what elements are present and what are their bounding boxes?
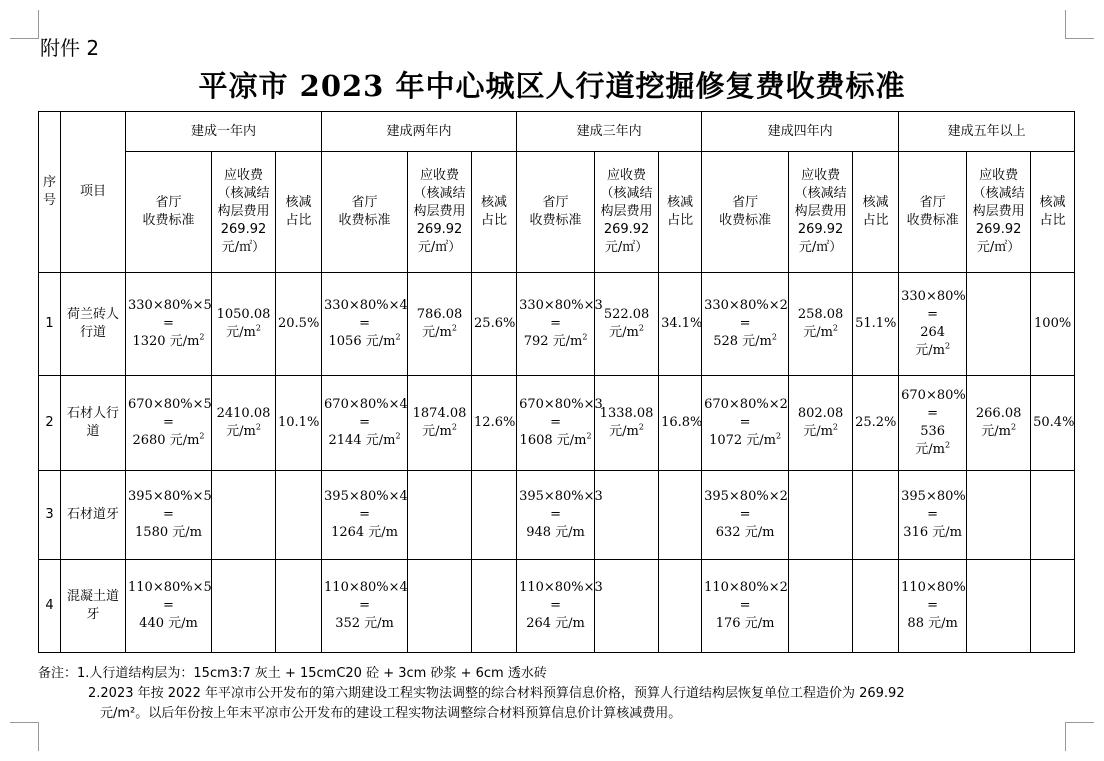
table-row	[39, 560, 1075, 653]
item-cell: 石材道牙	[61, 471, 126, 560]
cell-text-line	[519, 432, 592, 450]
cell-text-line: 核减	[285, 195, 312, 210]
cell-text-line: 110×80%×2	[704, 580, 788, 595]
std-fee-value: 792 元/m	[523, 334, 583, 349]
due-fee-cell	[789, 273, 853, 376]
cell-text-line: 670×80%×5	[128, 397, 212, 412]
cell-text-line: 269.92	[603, 222, 650, 237]
cell-text-line: 522.08	[603, 307, 650, 322]
cell-text-line	[214, 324, 273, 342]
period-header: 建成两年内	[322, 112, 517, 152]
cell-text-line: 110×80%×3	[519, 580, 603, 595]
cell-text-line: 395×80%×3	[519, 489, 603, 504]
item-cell: 荷兰砖人行道	[61, 273, 126, 376]
cell-text-line	[969, 423, 1028, 441]
crop-mark-bottom-right	[1065, 722, 1094, 751]
period-header: 建成五年以上	[899, 112, 1075, 152]
header-row-columns	[39, 152, 1075, 273]
cell-text-line: 258.08	[797, 307, 844, 322]
fee-table	[38, 111, 1075, 653]
std-fee-value: 264 元/m	[526, 616, 585, 631]
reduce-ratio-cell: 16.8%	[659, 376, 702, 471]
cell-text-line: =	[163, 316, 174, 331]
reduce-ratio-cell: 25.2%	[853, 376, 899, 471]
std-fee-value: 1264 元/m	[331, 525, 398, 540]
std-fee-cell	[126, 273, 212, 376]
reduce-ratio-cell: 50.4%	[1031, 376, 1075, 471]
reduce-ratio-cell: 20.5%	[276, 273, 322, 376]
std-fee-value: 88 元/m	[907, 616, 958, 631]
std-fee-value: 536 元/m	[915, 424, 946, 457]
cell-text-line: 构层费用	[217, 204, 270, 219]
cell-text-line	[704, 615, 786, 633]
reduce-ratio-cell: 51.1%	[853, 273, 899, 376]
std-fee-header	[899, 152, 967, 273]
cell-text-line: =	[927, 507, 939, 522]
std-fee-cell	[702, 273, 789, 376]
reduce-ratio-cell: 34.1%	[659, 273, 702, 376]
unit-superscript: 2	[395, 332, 401, 342]
std-fee-cell	[702, 376, 789, 471]
seq-cell: 3	[39, 471, 61, 560]
unit-superscript: 2	[395, 431, 401, 441]
std-fee-header	[517, 152, 595, 273]
cell-text-line: 1050.08	[216, 307, 271, 322]
cell-text-line: 核减	[862, 195, 889, 210]
std-fee-value: 352 元/m	[335, 616, 394, 631]
std-fee-cell	[517, 376, 603, 471]
std-fee-cell	[899, 560, 967, 653]
cell-text-line	[901, 615, 964, 633]
cell-text-line: 占比	[1039, 213, 1066, 228]
cell-text-line: =	[927, 406, 939, 421]
cell-text-line: 786.08	[416, 307, 463, 322]
due-fee-header	[967, 152, 1031, 273]
cell-text-line: 110×80%×5	[128, 580, 212, 595]
cell-text-line: 元/㎡）	[417, 240, 462, 255]
std-fee-value: 1056 元/m	[328, 334, 396, 349]
cell-text-line: =	[550, 316, 562, 331]
item-cell: 石材人行道	[61, 376, 126, 471]
cell-text-line: 应收费	[420, 168, 460, 183]
cell-text-line	[410, 324, 469, 342]
cell-text-line: =	[739, 507, 751, 522]
std-fee-header	[702, 152, 789, 273]
due-fee-cell	[789, 471, 853, 560]
cell-text-line	[128, 615, 209, 633]
cell-text-line: 1874.08	[412, 406, 467, 421]
cell-text-line: （核减结	[600, 186, 653, 201]
cell-text-line: =	[739, 415, 751, 430]
seq-cell: 1	[39, 273, 61, 376]
cell-text-line	[324, 432, 405, 450]
std-fee-value: 1608 元/m	[519, 433, 587, 448]
cell-text-line: 266.08	[975, 406, 1022, 421]
reduce-ratio-cell	[853, 560, 899, 653]
cell-text-line: 269.92	[416, 222, 463, 237]
due-fee-cell	[595, 273, 659, 376]
cell-text-line: 收费标准	[719, 213, 772, 228]
cell-text-line: 构层费用	[600, 204, 653, 219]
reduce-ratio-cell	[1031, 471, 1075, 560]
cell-text-line: 省厅	[155, 195, 182, 210]
cell-text-line: 330×80%×5	[128, 298, 212, 313]
std-fee-value: 528 元/m	[713, 334, 772, 349]
cell-text-line: =	[163, 507, 174, 522]
cell-text-line: （核减结	[972, 186, 1025, 201]
cell-text-line: 269.92	[975, 222, 1022, 237]
cell-text-line: 330×80%	[901, 289, 966, 304]
unit-superscript: 2	[832, 323, 838, 333]
reduce-ratio-cell: 100%	[1031, 273, 1075, 376]
cell-text-line: 330×80%×3	[519, 298, 603, 313]
cell-text-line: 省厅	[542, 195, 569, 210]
cell-text-line: 670×80%×2	[704, 397, 788, 412]
due-fee-header	[212, 152, 276, 273]
due-fee-cell	[595, 471, 659, 560]
due-fee-cell	[789, 376, 853, 471]
cell-text-line: 269.92	[220, 222, 267, 237]
due-fee-cell	[967, 273, 1031, 376]
cell-text-line: =	[163, 598, 174, 613]
table-row	[39, 273, 1075, 376]
note-1: 备注：1.人行道结构层为：15cm3:7 灰土 + 15cmC20 砼 + 3cm 砂浆 + 6cm 透水砖	[38, 666, 547, 681]
item-header: 项目	[61, 112, 126, 273]
std-fee-header	[126, 152, 212, 273]
std-fee-cell	[517, 560, 603, 653]
cell-text-line	[704, 333, 786, 351]
std-fee-cell	[517, 273, 603, 376]
cell-text-line: 收费标准	[906, 213, 959, 228]
std-fee-cell	[322, 273, 408, 376]
cell-text-line	[519, 524, 592, 542]
cell-text-line: 395×80%×5	[128, 489, 212, 504]
cell-text-line: 省厅	[919, 195, 946, 210]
cell-text-line: 应收费	[607, 168, 647, 183]
std-fee-value: 2144 元/m	[328, 433, 396, 448]
seq-cell: 4	[39, 560, 61, 653]
reduce-ratio-header	[853, 152, 899, 273]
std-fee-value: 264 元/m	[915, 325, 946, 358]
unit-superscript: 2	[582, 332, 588, 342]
cell-text-line	[324, 524, 405, 542]
due-fee-cell	[408, 471, 472, 560]
period-header: 建成一年内	[126, 112, 322, 152]
cell-text-line	[901, 423, 964, 459]
cell-text-line: =	[739, 316, 751, 331]
cell-text-line: 占比	[862, 213, 889, 228]
cell-text-line: 330×80%×2	[704, 298, 788, 313]
due-fee-cell	[789, 560, 853, 653]
cell-text-line: 占比	[481, 213, 508, 228]
std-fee-cell	[126, 471, 212, 560]
std-fee-value: 1072 元/m	[709, 433, 777, 448]
cell-text-line: 110×80%	[901, 580, 966, 595]
cell-text-line	[791, 324, 850, 342]
std-fee-value: 176 元/m	[715, 616, 775, 631]
due-fee-cell	[408, 560, 472, 653]
due-fee-cell	[212, 376, 276, 471]
reduce-ratio-cell	[472, 471, 517, 560]
cell-text-line: 2410.08	[216, 406, 271, 421]
cell-text-line: 收费标准	[529, 213, 582, 228]
reduce-ratio-cell: 25.6%	[472, 273, 517, 376]
cell-text-line	[704, 524, 786, 542]
unit-superscript: 2	[255, 323, 261, 333]
cell-text-line	[324, 615, 405, 633]
cell-text-line: 670×80%×4	[324, 397, 408, 412]
reduce-ratio-cell	[276, 471, 322, 560]
cell-text-line	[128, 432, 209, 450]
reduce-ratio-cell	[659, 560, 702, 653]
item-cell: 混凝土道牙	[61, 560, 126, 653]
unit-superscript: 2	[199, 431, 205, 441]
std-fee-cell	[517, 471, 603, 560]
cell-text-line: =	[550, 598, 562, 613]
std-fee-value: 632 元/m	[715, 525, 775, 540]
unit-superscript: 2	[199, 332, 205, 342]
std-fee-cell	[899, 471, 967, 560]
std-fee-value: 1320 元/m	[132, 334, 200, 349]
cell-text-line: 收费标准	[142, 213, 195, 228]
cell-text-line: （核减结	[413, 186, 466, 201]
cell-text-line	[901, 524, 964, 542]
cell-text-line: =	[359, 415, 370, 430]
cell-text-line: 应收费	[801, 168, 841, 183]
due-fee-unit: 元/m	[803, 424, 833, 439]
cell-text-line: 110×80%×4	[324, 580, 408, 595]
table-row	[39, 376, 1075, 471]
due-fee-unit: 元/m	[226, 325, 256, 340]
unit-superscript: 2	[638, 422, 644, 432]
due-fee-cell	[967, 471, 1031, 560]
unit-superscript: 2	[255, 422, 261, 432]
due-fee-cell	[595, 376, 659, 471]
cell-text-line	[519, 333, 592, 351]
cell-text-line: 占比	[285, 213, 312, 228]
cell-text-line	[128, 333, 209, 351]
std-fee-value: 1580 元/m	[135, 525, 202, 540]
due-fee-unit: 元/m	[609, 424, 639, 439]
note-2-line-1: 2.2023 年按 2022 年平凉市公开发布的第六期建设工程实物法调整的综合材料预算信息价格，预算人行道结构层恢复单位工程造价为 269.92	[88, 686, 905, 701]
cell-text-line: =	[739, 598, 751, 613]
cell-text-line: 元/㎡）	[221, 240, 266, 255]
cell-text-line: 1338.08	[599, 406, 654, 421]
std-fee-cell	[322, 560, 408, 653]
unit-superscript: 2	[451, 422, 457, 432]
cell-text-line: 元/㎡）	[604, 240, 649, 255]
cell-text-line	[597, 423, 656, 441]
due-fee-cell	[408, 376, 472, 471]
cell-text-line: 269.92	[797, 222, 844, 237]
std-fee-cell	[899, 376, 967, 471]
cell-text-line	[324, 333, 405, 351]
due-fee-unit: 元/m	[226, 424, 256, 439]
std-fee-cell	[322, 471, 408, 560]
std-fee-value: 2680 元/m	[132, 433, 200, 448]
reduce-ratio-cell	[659, 471, 702, 560]
cell-text-line: =	[550, 415, 562, 430]
unit-superscript: 2	[771, 332, 777, 342]
period-header: 建成三年内	[517, 112, 702, 152]
unit-superscript: 2	[451, 323, 457, 333]
cell-text-line: 670×80%	[901, 388, 966, 403]
due-fee-unit: 元/m	[803, 325, 833, 340]
reduce-ratio-cell	[853, 471, 899, 560]
cell-text-line	[128, 524, 209, 542]
std-fee-value: 316 元/m	[903, 525, 962, 540]
cell-text-line: 应收费	[223, 168, 263, 183]
reduce-ratio-header	[276, 152, 322, 273]
crop-mark-top-right	[1065, 10, 1094, 39]
due-fee-unit: 元/m	[422, 424, 452, 439]
reduce-ratio-header	[472, 152, 517, 273]
cell-text-line	[597, 324, 656, 342]
reduce-ratio-header	[659, 152, 702, 273]
cell-text-line	[410, 423, 469, 441]
std-fee-value: 440 元/m	[139, 616, 198, 631]
reduce-ratio-cell	[1031, 560, 1075, 653]
due-fee-cell	[212, 273, 276, 376]
std-fee-cell	[702, 560, 789, 653]
due-fee-cell	[408, 273, 472, 376]
cell-text-line: 395×80%×2	[704, 489, 788, 504]
note-2-line-2: 元/m²。以后年份按上年末平凉市公开发布的建设工程实物法调整综合材料预算信息价计算核减费用。	[100, 706, 682, 721]
due-fee-cell	[967, 376, 1031, 471]
cell-text-line: 构层费用	[413, 204, 466, 219]
cell-text-line	[519, 615, 592, 633]
period-header: 建成四年内	[702, 112, 899, 152]
unit-superscript: 2	[832, 422, 838, 432]
cell-text-line: 占比	[667, 213, 694, 228]
crop-mark-top-left	[10, 10, 39, 39]
cell-text-line: =	[359, 507, 370, 522]
cell-text-line: 构层费用	[794, 204, 847, 219]
reduce-ratio-cell: 10.1%	[276, 376, 322, 471]
due-fee-header	[408, 152, 472, 273]
cell-text-line: 核减	[667, 195, 694, 210]
cell-text-line	[214, 423, 273, 441]
reduce-ratio-header	[1031, 152, 1075, 273]
due-fee-cell	[967, 560, 1031, 653]
seq-cell: 2	[39, 376, 61, 471]
std-fee-cell	[899, 273, 967, 376]
page-title: 平凉市 2023 年中心城区人行道挖掘修复费收费标准	[198, 69, 906, 103]
due-fee-unit: 元/m	[981, 424, 1011, 439]
cell-text-line: 802.08	[797, 406, 844, 421]
cell-text-line: 元/㎡）	[976, 240, 1021, 255]
unit-superscript: 2	[1010, 422, 1017, 432]
cell-text-line: 395×80%	[901, 489, 966, 504]
cell-text-line: =	[359, 316, 370, 331]
cell-text-line	[791, 423, 850, 441]
reduce-ratio-cell	[472, 560, 517, 653]
std-fee-cell	[126, 560, 212, 653]
cell-text-line: 省厅	[351, 195, 378, 210]
cell-text-line: =	[359, 598, 370, 613]
cell-text-line	[901, 324, 964, 360]
cell-text-line: 应收费	[979, 168, 1019, 183]
header-row-periods	[39, 112, 1075, 152]
reduce-ratio-cell	[276, 560, 322, 653]
cell-text-line	[704, 432, 786, 450]
cell-text-line: 330×80%×4	[324, 298, 408, 313]
notes	[38, 664, 1078, 724]
due-fee-cell	[212, 560, 276, 653]
table-row	[39, 471, 1075, 560]
cell-text-line: 省厅	[732, 195, 759, 210]
cell-text-line: 构层费用	[972, 204, 1025, 219]
due-fee-cell	[212, 471, 276, 560]
std-fee-value: 948 元/m	[526, 525, 585, 540]
due-fee-unit: 元/m	[609, 325, 639, 340]
cell-text-line: 核减	[481, 195, 508, 210]
cell-text-line: =	[163, 415, 174, 430]
std-fee-cell	[126, 376, 212, 471]
attachment-label: 附件 2	[40, 36, 100, 60]
std-fee-cell	[322, 376, 408, 471]
unit-superscript: 2	[944, 341, 951, 351]
cell-text-line: 395×80%×4	[324, 489, 408, 504]
cell-text-line: 核减	[1039, 195, 1066, 210]
cell-text-line: 元/㎡）	[798, 240, 843, 255]
unit-superscript: 2	[944, 440, 951, 450]
cell-text-line: =	[927, 307, 939, 322]
due-fee-header	[595, 152, 659, 273]
seq-header: 序号	[39, 112, 61, 273]
cell-text-line: 670×80%×3	[519, 397, 603, 412]
std-fee-cell	[702, 471, 789, 560]
reduce-ratio-cell: 12.6%	[472, 376, 517, 471]
cell-text-line: =	[550, 507, 562, 522]
crop-mark-bottom-left	[10, 722, 39, 751]
due-fee-cell	[595, 560, 659, 653]
cell-text-line: （核减结	[217, 186, 270, 201]
due-fee-unit: 元/m	[422, 325, 452, 340]
unit-superscript: 2	[776, 431, 782, 441]
cell-text-line: （核减结	[794, 186, 847, 201]
unit-superscript: 2	[586, 431, 592, 441]
cell-text-line: =	[927, 598, 939, 613]
std-fee-header	[322, 152, 408, 273]
unit-superscript: 2	[638, 323, 644, 333]
cell-text-line: 收费标准	[338, 213, 391, 228]
due-fee-header	[789, 152, 853, 273]
